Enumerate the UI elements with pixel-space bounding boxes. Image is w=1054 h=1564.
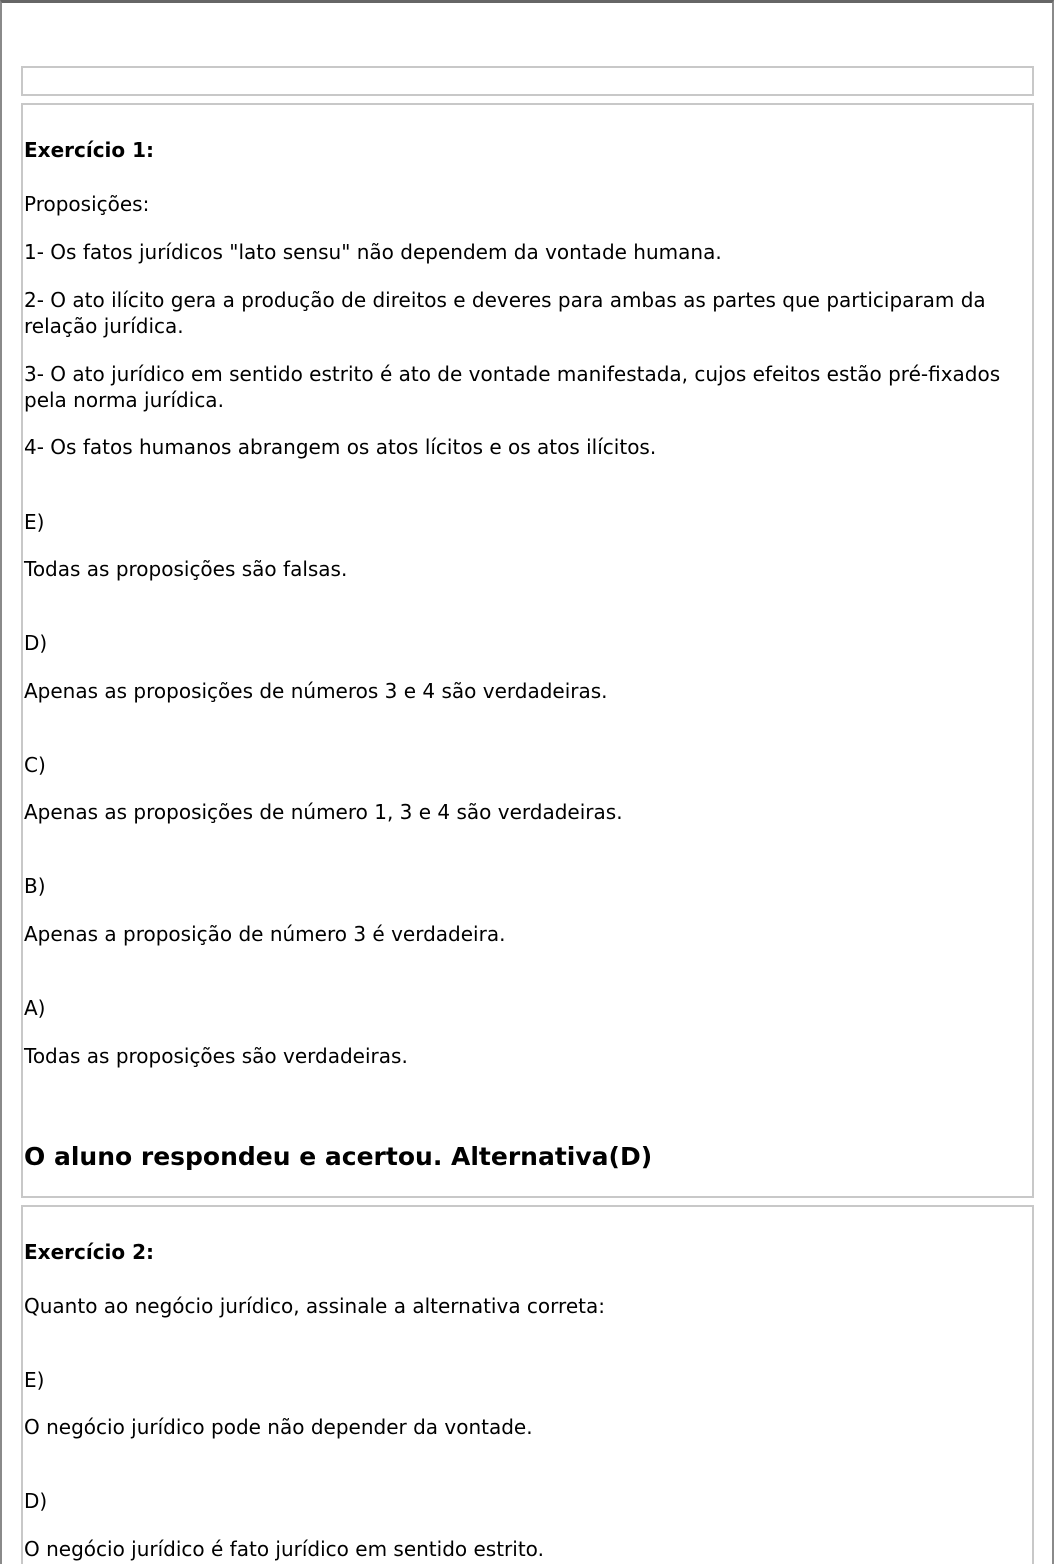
alternative-letter-d: D) (24, 1489, 48, 1513)
alternative-text-c: Apenas as proposições de número 1, 3 e 4 são verdadeiras. (24, 800, 623, 824)
alternative-text-d: O negócio jurídico é fato jurídico em sentido estrito. (24, 1537, 544, 1561)
result-message: O aluno respondeu e acertou. Alternativa(D) (24, 1142, 653, 1171)
question-text: Quanto ao negócio jurídico, assinale a alternativa correta: (24, 1294, 605, 1318)
alternative-text-d: Apenas as proposições de números 3 e 4 são verdadeiras. (24, 679, 608, 703)
propositions-intro: Proposições: (24, 192, 150, 216)
exercise-title: Exercício 2: (24, 1240, 155, 1264)
alternative-letter-e: E) (24, 1368, 45, 1392)
proposition-3: 3- O ato jurídico em sentido estrito é ato de vontade manifestada, cujos efeitos estão pré-fixados pela norma jurídica. (24, 362, 1001, 412)
alternative-letter-e: E) (24, 510, 45, 534)
alternative-text-e: Todas as proposições são falsas. (24, 557, 348, 581)
proposition-4: 4- Os fatos humanos abrangem os atos lícitos e os atos ilícitos. (24, 435, 657, 459)
alternative-text-e: O negócio jurídico pode não depender da vontade. (24, 1415, 533, 1439)
alternative-text-b: Apenas a proposição de número 3 é verdadeira. (24, 922, 506, 946)
alternative-letter-d: D) (24, 631, 48, 655)
top-empty-bar (21, 66, 1034, 96)
alternative-letter-b: B) (24, 874, 46, 898)
alternative-letter-a: A) (24, 996, 46, 1020)
alternative-text-a: Todas as proposições são verdadeiras. (24, 1044, 408, 1068)
exercise-2-panel (21, 1205, 1034, 1564)
exercise-title: Exercício 1: (24, 138, 155, 162)
exercise-1-panel (21, 103, 1034, 1198)
proposition-1: 1- Os fatos jurídicos "lato sensu" não dependem da vontade humana. (24, 240, 722, 264)
alternative-letter-c: C) (24, 753, 46, 777)
proposition-2: 2- O ato ilícito gera a produção de direitos e deveres para ambas as partes que participaram da relação jurídica. (24, 288, 986, 338)
